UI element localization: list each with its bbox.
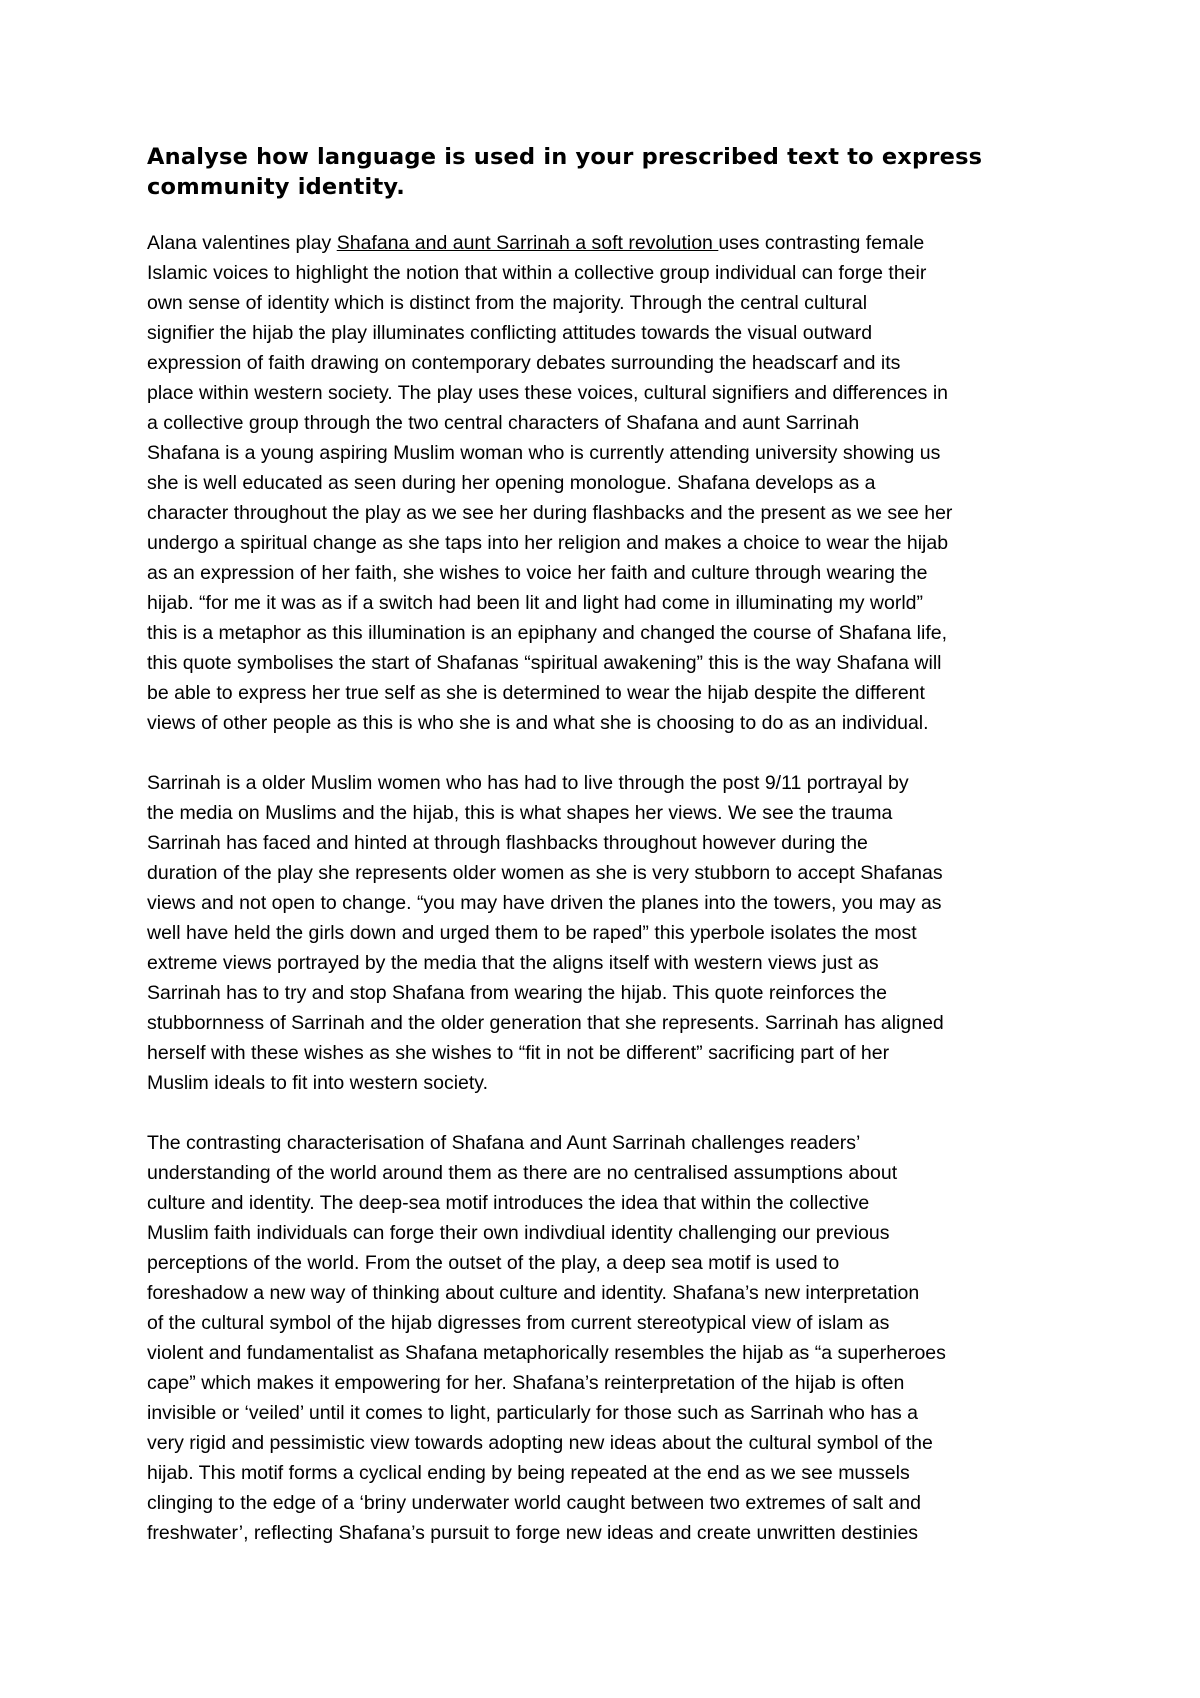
paragraph-spacer [147, 1098, 1072, 1128]
essay-body [147, 228, 1072, 1548]
paragraph-intro [147, 228, 1072, 738]
text-line: place within western society. The play uses these voices, cultural signifiers and differences in [147, 382, 948, 404]
heading-line: Analyse how language is used in your prescribed text to express [147, 144, 983, 170]
text-line: expression of faith drawing on contemporary debates surrounding the headscarf and its [147, 352, 901, 374]
text-line: Muslim ideals to fit into western society. [147, 1072, 489, 1094]
text-line: own sense of identity which is distinct from the majority. Through the central cultural [147, 292, 868, 314]
text-line: understanding of the world around them as there are no centralised assumptions about [147, 1162, 898, 1184]
text-line: duration of the play she represents older women as she is very stubborn to accept Shafanas [147, 862, 943, 884]
text-line: views and not open to change. “you may have driven the planes into the towers, you may as [147, 892, 942, 914]
text-line: stubbornness of Sarrinah and the older generation that she represents. Sarrinah has aligned [147, 1012, 944, 1034]
text-title-underlined: Shafana and aunt Sarrinah a soft revolution [336, 232, 719, 254]
text-fragment: uses contrasting female [718, 232, 925, 254]
paragraph-sarrinah [147, 768, 1072, 1098]
text-line: cape” which makes it empowering for her. Shafana’s reinterpretation of the hijab is often [147, 1372, 905, 1394]
text-line: signifier the hijab the play illuminates conflicting attitudes towards the visual outward [147, 322, 873, 344]
text-line: Shafana is a young aspiring Muslim woman who is currently attending university showing us [147, 442, 941, 464]
essay-question-heading [147, 142, 1067, 202]
text-line: hijab. This motif forms a cyclical ending by being repeated at the end as we see mussels [147, 1462, 910, 1484]
text-line: Sarrinah is a older Muslim women who has had to live through the post 9/11 portrayal by [147, 772, 909, 794]
text-line [147, 228, 1072, 258]
text-line: the media on Muslims and the hijab, this is what shapes her views. We see the trauma [147, 802, 893, 824]
text-line: Muslim faith individuals can forge their own indivdiual identity challenging our previous [147, 1222, 890, 1244]
paragraph-spacer [147, 738, 1072, 768]
text-line: The contrasting characterisation of Shafana and Aunt Sarrinah challenges readers’ [147, 1132, 861, 1154]
text-line: foreshadow a new way of thinking about culture and identity. Shafana’s new interpretation [147, 1282, 920, 1304]
text-line: well have held the girls down and urged them to be raped” this yperbole isolates the most [147, 922, 917, 944]
text-line: culture and identity. The deep-sea motif introduces the idea that within the collective [147, 1192, 870, 1214]
text-line: this quote symbolises the start of Shafanas “spiritual awakening” this is the way Shafana will [147, 652, 942, 674]
text-line: clinging to the edge of a ‘briny underwater world caught between two extremes of salt and [147, 1492, 921, 1514]
text-line: extreme views portrayed by the media that the aligns itself with western views just as [147, 952, 879, 974]
text-line: invisible or ‘veiled’ until it comes to light, particularly for those such as Sarrinah who has a [147, 1402, 918, 1424]
paragraph-contrast [147, 1128, 1072, 1548]
text-line: be able to express her true self as she is determined to wear the hijab despite the different [147, 682, 925, 704]
text-line: views of other people as this is who she is and what she is choosing to do as an individual. [147, 712, 929, 734]
text-line: Sarrinah has faced and hinted at through flashbacks throughout however during the [147, 832, 868, 854]
text-line: she is well educated as seen during her opening monologue. Shafana develops as a [147, 472, 876, 494]
text-line: Sarrinah has to try and stop Shafana from wearing the hijab. This quote reinforces the [147, 982, 887, 1004]
text-line: freshwater’, reflecting Shafana’s pursuit to forge new ideas and create unwritten destinies [147, 1522, 919, 1544]
text-line: hijab. “for me it was as if a switch had been lit and light had come in illuminating my world” [147, 592, 924, 614]
heading-line: community identity. [147, 174, 405, 200]
text-line: of the cultural symbol of the hijab digresses from current stereotypical view of islam as [147, 1312, 890, 1334]
text-line: violent and fundamentalist as Shafana metaphorically resembles the hijab as “a superheroes [147, 1342, 946, 1364]
text-line: undergo a spiritual change as she taps into her religion and makes a choice to wear the hijab [147, 532, 949, 554]
text-line: Islamic voices to highlight the notion that within a collective group individual can forge their [147, 262, 927, 284]
text-line: perceptions of the world. From the outset of the play, a deep sea motif is used to [147, 1252, 840, 1274]
text-line: very rigid and pessimistic view towards adopting new ideas about the cultural symbol of the [147, 1432, 933, 1454]
text-line: herself with these wishes as she wishes to “fit in not be different” sacrificing part of her [147, 1042, 890, 1064]
text-line: character throughout the play as we see her during flashbacks and the present as we see her [147, 502, 953, 524]
text-line: as an expression of her faith, she wishes to voice her faith and culture through wearing the [147, 562, 928, 584]
text-line: this is a metaphor as this illumination is an epiphany and changed the course of Shafana life, [147, 622, 947, 644]
text-fragment: Alana valentines play [147, 232, 337, 254]
text-line: a collective group through the two central characters of Shafana and aunt Sarrinah [147, 412, 860, 434]
